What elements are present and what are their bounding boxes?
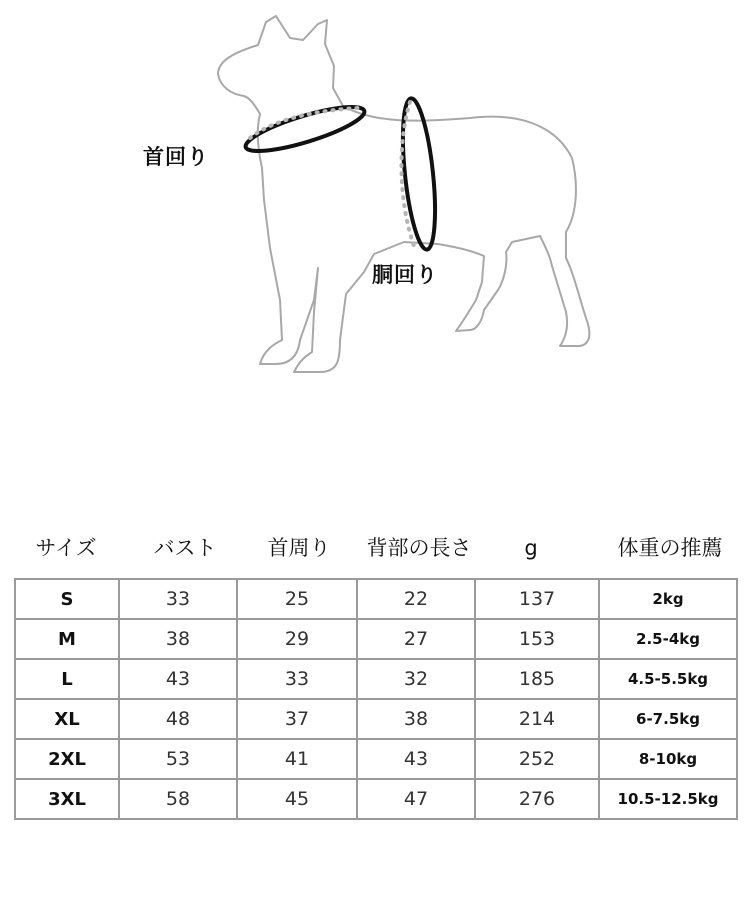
weight-cell: 10.5-12.5kg — [599, 779, 737, 819]
size-table — [14, 578, 738, 820]
size-cell: 2XL — [15, 739, 119, 779]
dog-outline-illustration — [0, 0, 750, 420]
dog-measurement-diagram — [0, 0, 750, 420]
bust-cell: 43 — [119, 659, 237, 699]
table-row — [15, 659, 737, 699]
back-length-cell: 47 — [357, 779, 475, 819]
bust-cell: 53 — [119, 739, 237, 779]
neck-cell: 33 — [237, 659, 357, 699]
neck-cell: 45 — [237, 779, 357, 819]
header-grams: g — [524, 536, 538, 560]
table-row — [15, 579, 737, 619]
table-row — [15, 739, 737, 779]
size-cell: M — [15, 619, 119, 659]
back-length-cell: 27 — [357, 619, 475, 659]
back-length-cell: 22 — [357, 579, 475, 619]
size-cell: L — [15, 659, 119, 699]
header-bust: バスト — [153, 536, 217, 560]
weight-cell: 2.5-4kg — [599, 619, 737, 659]
neck-label: 首回り — [143, 145, 209, 169]
size-cell: 3XL — [15, 779, 119, 819]
back-length-cell: 32 — [357, 659, 475, 699]
header-back-length: 背部の長さ — [366, 536, 472, 560]
weight-cell: 6-7.5kg — [599, 699, 737, 739]
size-table-header — [0, 530, 750, 566]
header-neck: 首周り — [267, 536, 331, 560]
neck-cell: 37 — [237, 699, 357, 739]
table-row — [15, 699, 737, 739]
dog-outline — [218, 16, 589, 372]
header-weight: 体重の推薦 — [617, 536, 723, 560]
grams-cell: 252 — [475, 739, 599, 779]
bust-cell: 48 — [119, 699, 237, 739]
grams-cell: 276 — [475, 779, 599, 819]
back-length-cell: 38 — [357, 699, 475, 739]
bust-cell: 58 — [119, 779, 237, 819]
grams-cell: 153 — [475, 619, 599, 659]
bust-cell: 33 — [119, 579, 237, 619]
back-length-cell: 43 — [357, 739, 475, 779]
size-cell: S — [15, 579, 119, 619]
neck-cell: 41 — [237, 739, 357, 779]
table-row — [15, 779, 737, 819]
neck-cell: 29 — [237, 619, 357, 659]
neck-cell: 25 — [237, 579, 357, 619]
weight-cell: 8-10kg — [599, 739, 737, 779]
neck-measure-dotted — [250, 108, 358, 138]
grams-cell: 185 — [475, 659, 599, 699]
grams-cell: 137 — [475, 579, 599, 619]
bust-cell: 38 — [119, 619, 237, 659]
header-size: サイズ — [35, 536, 97, 560]
grams-cell: 214 — [475, 699, 599, 739]
weight-cell: 2kg — [599, 579, 737, 619]
girth-label: 胴回り — [372, 263, 438, 287]
size-cell: XL — [15, 699, 119, 739]
weight-cell: 4.5-5.5kg — [599, 659, 737, 699]
table-row — [15, 619, 737, 659]
